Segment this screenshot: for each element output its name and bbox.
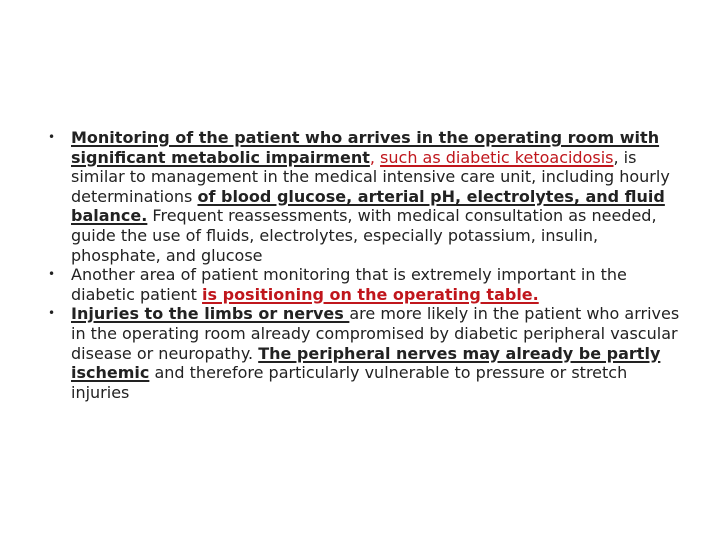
comma-separator: , bbox=[369, 147, 381, 167]
ischemic-nerves-phrase: The peripheral nerves may already be partly ischemic bbox=[71, 343, 661, 383]
determinations-phrase: of blood glucose, arterial pH, electrolytes, and fluid balance. bbox=[71, 186, 665, 226]
bullet-list bbox=[48, 128, 688, 402]
injuries-phrase: Injuries to the limbs or nerves bbox=[71, 304, 350, 324]
vulnerability-text: and therefore particularly vulnerable to pressure or stretch injuries bbox=[71, 363, 628, 402]
bullet-item-positioning bbox=[48, 265, 688, 304]
monitoring-body-text: , is similar to management in the medical intensive care unit, including hourly determinations bbox=[71, 147, 670, 206]
bullet-icon: • bbox=[48, 267, 56, 282]
bullet-icon: • bbox=[48, 306, 56, 321]
positioning-text: Another area of patient monitoring that is extremely important in the diabetic patient bbox=[71, 265, 627, 304]
slide-content bbox=[48, 128, 688, 402]
reassessment-text: Frequent reassessments, with medical consultation as needed, guide the use of fluids, electrolytes, especially potassium, insulin, phosphate, and glucose bbox=[71, 206, 657, 265]
monitoring-heading: Monitoring of the patient who arrives in the operating room with significant metabolic impairment bbox=[71, 128, 660, 167]
bullet-icon: • bbox=[48, 130, 56, 144]
ketoacidosis-phrase: such as diabetic ketoacidosis bbox=[380, 147, 614, 167]
positioning-phrase: is positioning on the operating table. bbox=[202, 284, 539, 304]
bullet-item-monitoring bbox=[48, 128, 688, 265]
bullet-item-injuries bbox=[48, 304, 688, 402]
injuries-body-text: are more likely in the patient who arrives in the operating room already compromised by diabetic peripheral vascular disease or neuropathy. bbox=[71, 304, 680, 363]
